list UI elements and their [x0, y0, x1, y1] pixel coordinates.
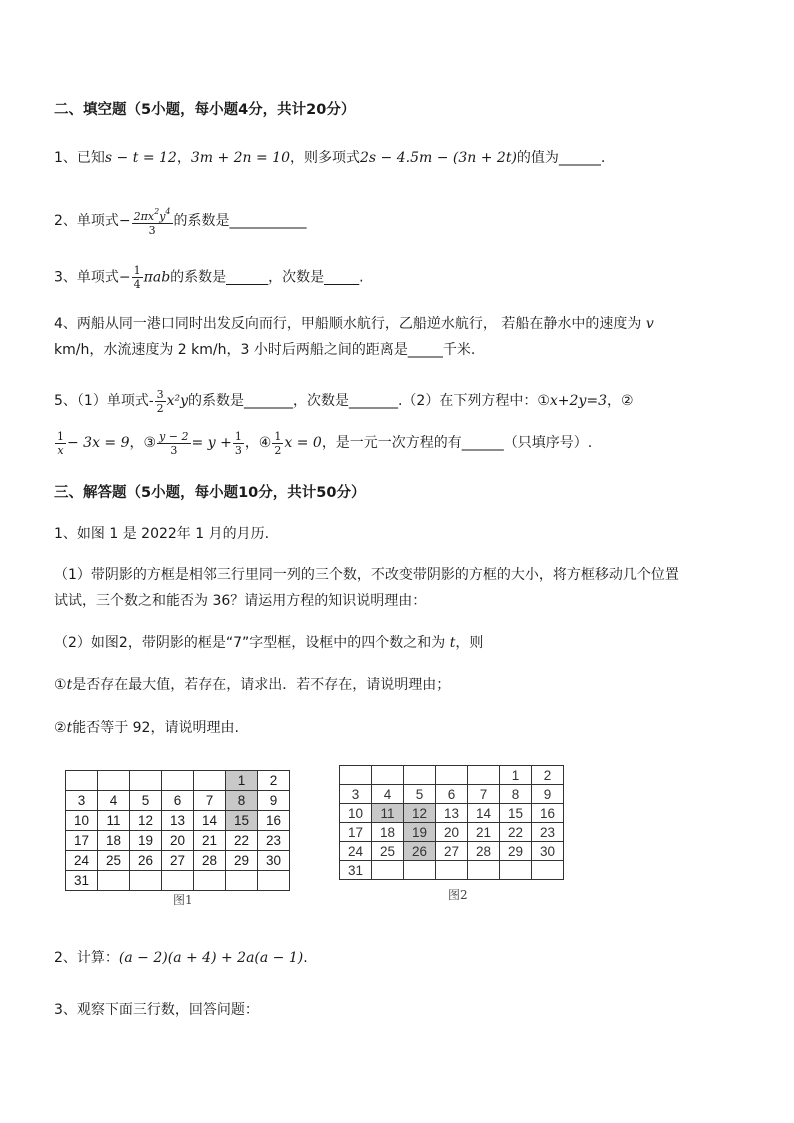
calendar-empty-cell [404, 766, 436, 785]
fraction-numerator: 1 [234, 429, 242, 443]
equation-2-fraction [55, 430, 66, 457]
calendar-day-cell: 17 [340, 823, 372, 842]
monomial-variables: πab [143, 269, 171, 286]
calendar-day-cell: 24 [66, 851, 98, 871]
calendar-empty-cell [98, 771, 130, 791]
calendar-day-cell: 5 [404, 785, 436, 804]
calendar-day-cell: 19 [404, 823, 436, 842]
calendar-empty-cell [258, 871, 290, 891]
calendar-day-cell: 30 [532, 842, 564, 861]
calendar-day-cell: 21 [194, 831, 226, 851]
fraction-denominator: 3 [148, 224, 156, 237]
equation-1: x+2y=3 [549, 393, 607, 409]
calendar-day-cell: 1 [226, 771, 258, 791]
fraction-denominator: 3 [234, 443, 242, 457]
calendar-day-cell: 27 [436, 842, 468, 861]
question-2-4-line-1 [54, 314, 654, 334]
calendar-day-cell: 2 [532, 766, 564, 785]
fraction-numerator: 1 [133, 264, 141, 277]
calendar-day-cell: 25 [98, 851, 130, 871]
q-text: ，③ [129, 435, 157, 451]
question-3-1-sub-1 [54, 675, 450, 695]
calendar-day-cell: 26 [404, 842, 436, 861]
calendar-day-cell: 31 [66, 871, 98, 891]
calendar-empty-cell [468, 861, 500, 880]
calendar-day-cell: 14 [468, 804, 500, 823]
calendar-day-cell: 20 [436, 823, 468, 842]
q-text: 的系数是_______，次数是_______.（2）在下列方程中：① [187, 393, 550, 409]
calendar-day-cell: 8 [500, 785, 532, 804]
calendar-day-cell: 29 [226, 851, 258, 871]
question-3-1-part-1a: （1）带阴影的方框是相邻三行里同一列的三个数，不改变带阴影的方框的大小，将方框移动几个位置 [54, 567, 679, 583]
calculation-expression: (a − 2)(a + 4) + 2a(a − 1) [118, 950, 304, 966]
calendar-day-cell: 24 [340, 842, 372, 861]
calendar-row [66, 831, 290, 851]
equation-3-fraction-2 [233, 430, 244, 457]
monomial-variables: x²y [166, 393, 188, 409]
calendar-day-cell: 4 [98, 791, 130, 811]
coefficient-fraction [155, 388, 166, 415]
q-tail: ，是一元一次方程的有______（只填序号）. [321, 435, 593, 451]
calendar-row [66, 871, 290, 891]
equation-3-mid: = y + [191, 435, 232, 451]
variable-t: t [66, 677, 73, 693]
question-2-2 [54, 205, 307, 237]
q-number: 1、已知 [54, 150, 105, 166]
calendar-day-cell: 9 [532, 785, 564, 804]
calendar-empty-cell [404, 861, 436, 880]
section-2-title: 二、填空题（5小题，每小题4分，共计20分） [54, 102, 356, 118]
calendar-day-cell: 13 [436, 804, 468, 823]
fraction-numerator: 1 [274, 429, 282, 443]
fraction-denominator: 2 [274, 443, 282, 457]
calendar-day-cell: 16 [532, 804, 564, 823]
circled-number-1: ① [54, 677, 67, 693]
calendar-day-cell: 11 [372, 804, 404, 823]
calendar-day-cell: 12 [130, 811, 162, 831]
calendar-day-cell: 23 [532, 823, 564, 842]
calendar-day-cell: 31 [340, 861, 372, 880]
equation-4-rest: x = 0 [284, 435, 322, 451]
fraction-numerator: 1 [57, 429, 64, 443]
calendar-empty-cell [98, 871, 130, 891]
calendar-day-cell: 26 [130, 851, 162, 871]
q-number: 5、（1）单项式 [54, 393, 149, 409]
section-3-title: 三、解答题（5小题，每小题10分，共计50分） [54, 485, 366, 501]
calendar-empty-cell [130, 771, 162, 791]
calendar-day-cell: 28 [194, 851, 226, 871]
equation-1: s − t = 12 [104, 150, 177, 166]
q-number: 2、单项式 [54, 213, 119, 229]
circled-number-2: ② [54, 720, 67, 736]
calendar-row [340, 804, 564, 823]
q-number: 3、单项式 [54, 269, 119, 286]
calendar-day-cell: 6 [436, 785, 468, 804]
equation-2: 3m + 2n = 10 [190, 150, 290, 166]
monomial-fraction: $\frac{2\pi x^2y^4}{3}$ [133, 207, 171, 237]
calendar-day-cell: 10 [340, 804, 372, 823]
calendar-day-cell: 15 [226, 811, 258, 831]
calendar-day-cell: 18 [98, 831, 130, 851]
calendar-empty-cell [532, 861, 564, 880]
fraction-denominator: 3 [170, 443, 178, 457]
minus-sign: − [118, 213, 131, 229]
calendar-day-cell: 7 [468, 785, 500, 804]
calendar-day-cell: 5 [130, 791, 162, 811]
calendar-empty-cell [130, 871, 162, 891]
calendar-empty-cell [372, 861, 404, 880]
question-2-1 [54, 148, 605, 168]
calendar-day-cell: 9 [258, 791, 290, 811]
fraction-numerator: 2πx [133, 210, 155, 223]
coefficient-fraction [132, 264, 143, 291]
calendar-figure-2 [339, 765, 564, 880]
variable-t: t [449, 635, 456, 651]
variable-t: t [66, 720, 73, 736]
separator: ， [176, 150, 191, 166]
calendar-empty-cell [66, 771, 98, 791]
calendar-day-cell: 27 [162, 851, 194, 871]
calendar-day-cell: 12 [404, 804, 436, 823]
calendar-empty-cell [436, 766, 468, 785]
calendar-day-cell: 14 [194, 811, 226, 831]
calendar-day-cell: 1 [500, 766, 532, 785]
calendar-day-cell: 25 [372, 842, 404, 861]
calendar-day-cell: 18 [372, 823, 404, 842]
minus-sign: − [118, 269, 131, 286]
calendar-day-cell: 19 [130, 831, 162, 851]
calendar-day-cell: 22 [500, 823, 532, 842]
calendar-day-cell: 13 [162, 811, 194, 831]
question-3-1-sub-2 [54, 718, 239, 738]
calendar-day-cell: 21 [468, 823, 500, 842]
question-3-2 [54, 948, 308, 968]
calendar-day-cell: 22 [226, 831, 258, 851]
calendar-day-cell: 3 [66, 791, 98, 811]
calendar-day-cell: 28 [468, 842, 500, 861]
q-tail: . [303, 950, 308, 966]
calendar-empty-cell [226, 871, 258, 891]
q-text: ，④ [244, 435, 272, 451]
q-text: 能否等于 92，请说明理由. [72, 720, 239, 736]
polynomial-expression: 2s − 4.5m − (3n + 2t) [360, 150, 517, 166]
calendar-day-cell: 10 [66, 811, 98, 831]
q-text: （2）如图2，带阴影的框是“7”字型框，设框中的四个数之和为 [54, 635, 446, 651]
equation-3-fraction [157, 430, 190, 457]
calendar-row [340, 766, 564, 785]
calendar-row [340, 842, 564, 861]
calendar-day-cell: 29 [500, 842, 532, 861]
q-text: ，② [607, 393, 634, 409]
fraction-denominator: 4 [133, 278, 141, 291]
calendar-row [66, 771, 290, 791]
calendar-day-cell: 16 [258, 811, 290, 831]
calendar-day-cell: 3 [340, 785, 372, 804]
equation-4-fraction [272, 430, 283, 457]
calendar-day-cell: 8 [226, 791, 258, 811]
q-number: 2、计算： [54, 950, 119, 966]
calendar-empty-cell [436, 861, 468, 880]
figure-1-label: 图1 [173, 893, 193, 907]
calendar-day-cell: 30 [258, 851, 290, 871]
q-tail: ，则 [455, 635, 484, 651]
calendar-day-cell: 20 [162, 831, 194, 851]
calendar-day-cell: 6 [162, 791, 194, 811]
question-3-1-intro: 1、如图 1 是 2022年 1 月的月历. [54, 526, 270, 542]
fraction-denominator: 2 [156, 401, 164, 415]
question-3-3: 3、观察下面三行数，回答问题： [54, 1002, 259, 1018]
calendar-empty-cell [162, 771, 194, 791]
q-tail: 的系数是______，次数是_____. [170, 269, 364, 286]
figure-2-label: 图2 [448, 888, 468, 902]
question-2-5-line-1 [54, 387, 634, 415]
q-text: 是否存在最大值，若存在，请求出．若不存在，请说明理由； [72, 677, 451, 693]
question-2-5-line-2 [54, 428, 592, 458]
calendar-empty-cell [500, 861, 532, 880]
q-tail: 的系数是___________ [173, 213, 307, 229]
calendar-day-cell: 4 [372, 785, 404, 804]
calendar-empty-cell [372, 766, 404, 785]
calendar-row [66, 791, 290, 811]
calendar-day-cell: 15 [500, 804, 532, 823]
calendar-row [340, 785, 564, 804]
question-3-1-part-1b: 试试，三个数之和能否为 36？请运用方程的知识说明理由： [54, 593, 427, 609]
calendar-empty-cell [468, 766, 500, 785]
calendar-day-cell: 7 [194, 791, 226, 811]
question-2-4-line-2: km/h，水流速度为 2 km/h，3 小时后两船之间的距离是_____千米. [54, 342, 476, 358]
fraction-numerator: 3 [156, 387, 164, 401]
equation-2-rest: − 3x = 9 [67, 435, 130, 451]
calendar-row [340, 823, 564, 842]
q-text: 4、两船从同一港口同时出发反向而行，甲船顺水航行，乙船逆水航行， 若船在静水中的速度为 [54, 316, 642, 332]
q-tail: 的值为______. [516, 150, 606, 166]
question-2-3 [54, 264, 364, 291]
calendar-day-cell: 11 [98, 811, 130, 831]
calendar-empty-cell [194, 771, 226, 791]
fraction-denominator: x [57, 443, 64, 457]
calendar-day-cell: 17 [66, 831, 98, 851]
q-text: ，则多项式 [290, 150, 360, 166]
calendar-empty-cell [194, 871, 226, 891]
question-3-1-part-2 [54, 633, 483, 653]
calendar-day-cell: 23 [258, 831, 290, 851]
calendar-empty-cell [340, 766, 372, 785]
calendar-day-cell: 2 [258, 771, 290, 791]
calendar-empty-cell [162, 871, 194, 891]
minus-sign: - [148, 393, 154, 409]
calendar-row [340, 861, 564, 880]
fraction-numerator: y − 2 [159, 429, 189, 443]
speed-variable: v [645, 316, 654, 332]
calendar-row [66, 851, 290, 871]
calendar-row [66, 811, 290, 831]
calendar-figure-1 [65, 770, 290, 891]
